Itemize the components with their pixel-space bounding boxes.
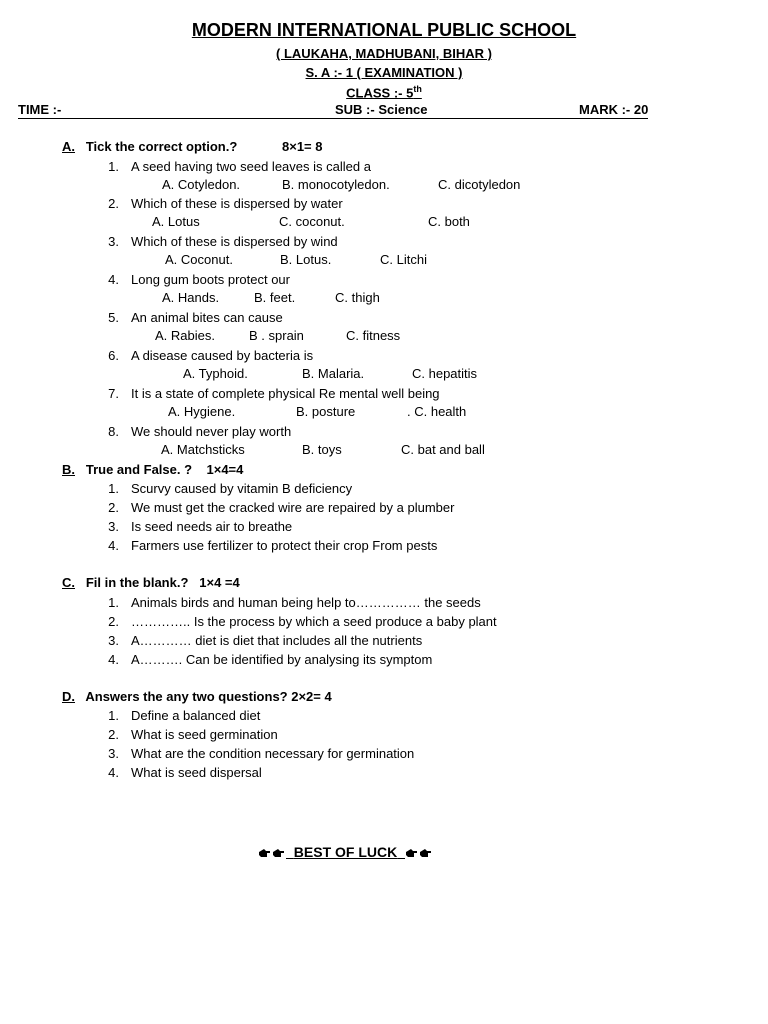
answer-option: C. Litchi (380, 252, 427, 267)
answer-option: B. Malaria. (302, 366, 365, 381)
question-number: 7. (108, 386, 119, 401)
answer-option: B. toys (302, 442, 342, 457)
question-text: A………. Can be identified by analysing its symptom (131, 652, 433, 667)
section-d-heading (62, 689, 332, 704)
question-number: 2. (108, 727, 119, 742)
answer-option: B. monocotyledon. (282, 177, 390, 192)
question-text: Long gum boots protect our (131, 272, 290, 287)
best-of-luck (258, 844, 433, 860)
question-number: 4. (108, 538, 119, 553)
section-b-heading (62, 462, 243, 477)
section-title: Answers the any two questions? 2×2= 4 (85, 689, 332, 704)
answer-option: A. Cotyledon. (162, 177, 241, 192)
question-text: What are the condition necessary for germination (131, 746, 415, 761)
question-number: 1. (108, 159, 119, 174)
answer-option: B. feet. (254, 290, 296, 305)
section-letter: C. (62, 575, 75, 590)
question-text: Farmers use fertilizer to protect their crop From pests (131, 538, 438, 553)
section-c-heading (62, 575, 240, 590)
pointing-hand-icon (420, 848, 432, 858)
question-number: 4. (108, 652, 119, 667)
answer-option: A. Hygiene. (168, 404, 236, 419)
pointing-hand-icon (406, 848, 418, 858)
pointing-hand-icon (273, 848, 285, 858)
question-number: 2. (108, 614, 119, 629)
section-title: Fil in the blank.? (85, 575, 189, 590)
header-divider (18, 118, 648, 119)
question-text: Which of these is dispersed by water (131, 196, 343, 211)
subject-label: SUB :- Science (335, 102, 428, 117)
answer-option: A. Rabies. (155, 328, 215, 343)
question-text: Scurvy caused by vitamin B deficiency (131, 481, 353, 496)
answer-option: A. Hands. (162, 290, 220, 305)
question-number: 3. (108, 519, 119, 534)
question-number: 5. (108, 310, 119, 325)
footer-text: BEST OF LUCK (293, 844, 398, 860)
question-text: Animals birds and human being help to…………… the seeds (131, 595, 481, 610)
answer-option: B. posture (296, 404, 356, 419)
class-text: CLASS :- 5 (346, 85, 414, 101)
question-number: 3. (108, 633, 119, 648)
question-text: We must get the cracked wire are repaired by a plumber (131, 500, 455, 515)
question-text: What is seed germination (131, 727, 278, 742)
question-text: A seed having two seed leaves is called a (131, 159, 371, 174)
question-text: What is seed dispersal (131, 765, 262, 780)
answer-option: A. Matchsticks (161, 442, 245, 457)
question-number: 1. (108, 708, 119, 723)
question-text: A………… diet is diet that includes all the nutrients (131, 633, 423, 648)
section-marks: 1×4=4 (206, 462, 244, 477)
question-number: 1. (108, 481, 119, 496)
section-a-marks: 8×1= 8 (282, 139, 323, 154)
question-text: ………….. Is the process by which a seed produce a baby plant (131, 614, 497, 629)
class-superscript: th (413, 84, 422, 94)
answer-option: C. thigh (335, 290, 380, 305)
answer-option: C. dicotyledon (438, 177, 521, 192)
question-text: It is a state of complete physical Re mental well being (131, 386, 440, 401)
school-name: MODERN INTERNATIONAL PUBLIC SCHOOL (191, 20, 577, 40)
answer-option: A. Lotus (152, 214, 200, 229)
school-location: ( LAUKAHA, MADHUBANI, BIHAR ) (276, 46, 492, 61)
question-text: Define a balanced diet (131, 708, 261, 723)
marks-label: MARK :- 20 (579, 102, 649, 117)
time-label: TIME :- (18, 102, 62, 117)
question-number: 6. (108, 348, 119, 363)
pointing-hand-icon (259, 848, 271, 858)
section-letter: A. (62, 139, 75, 154)
question-text: A disease caused by bacteria is (131, 348, 314, 363)
question-number: 8. (108, 424, 119, 439)
section-letter: B. (62, 462, 75, 477)
question-text: An animal bites can cause (131, 310, 283, 325)
question-text: We should never play worth (131, 424, 292, 439)
section-marks: 1×4 =4 (199, 575, 240, 590)
question-number: 1. (108, 595, 119, 610)
answer-option: C. hepatitis (412, 366, 478, 381)
section-title: Tick the correct option.? (85, 139, 238, 154)
exam-title: S. A :- 1 ( EXAMINATION ) (305, 65, 463, 80)
question-number: 4. (108, 765, 119, 780)
question-number: 4. (108, 272, 119, 287)
question-text: Which of these is dispersed by wind (131, 234, 338, 249)
section-a-heading (62, 139, 237, 154)
answer-option: B. Lotus. (280, 252, 332, 267)
question-text: Is seed needs air to breathe (131, 519, 293, 534)
answer-option: C. bat and ball (401, 442, 485, 457)
section-title: True and False. ? (85, 462, 193, 477)
question-number: 3. (108, 234, 119, 249)
question-number: 2. (108, 196, 119, 211)
answer-option: C. coconut. (279, 214, 345, 229)
answer-option: . C. health (407, 404, 467, 419)
answer-option: B . sprain (249, 328, 304, 343)
answer-option: A. Coconut. (165, 252, 233, 267)
class-label (0, 84, 768, 100)
answer-option: C. fitness (346, 328, 401, 343)
question-number: 2. (108, 500, 119, 515)
answer-option: C. both (428, 214, 470, 229)
answer-option: A. Typhoid. (183, 366, 248, 381)
section-letter: D. (62, 689, 75, 704)
question-number: 3. (108, 746, 119, 761)
